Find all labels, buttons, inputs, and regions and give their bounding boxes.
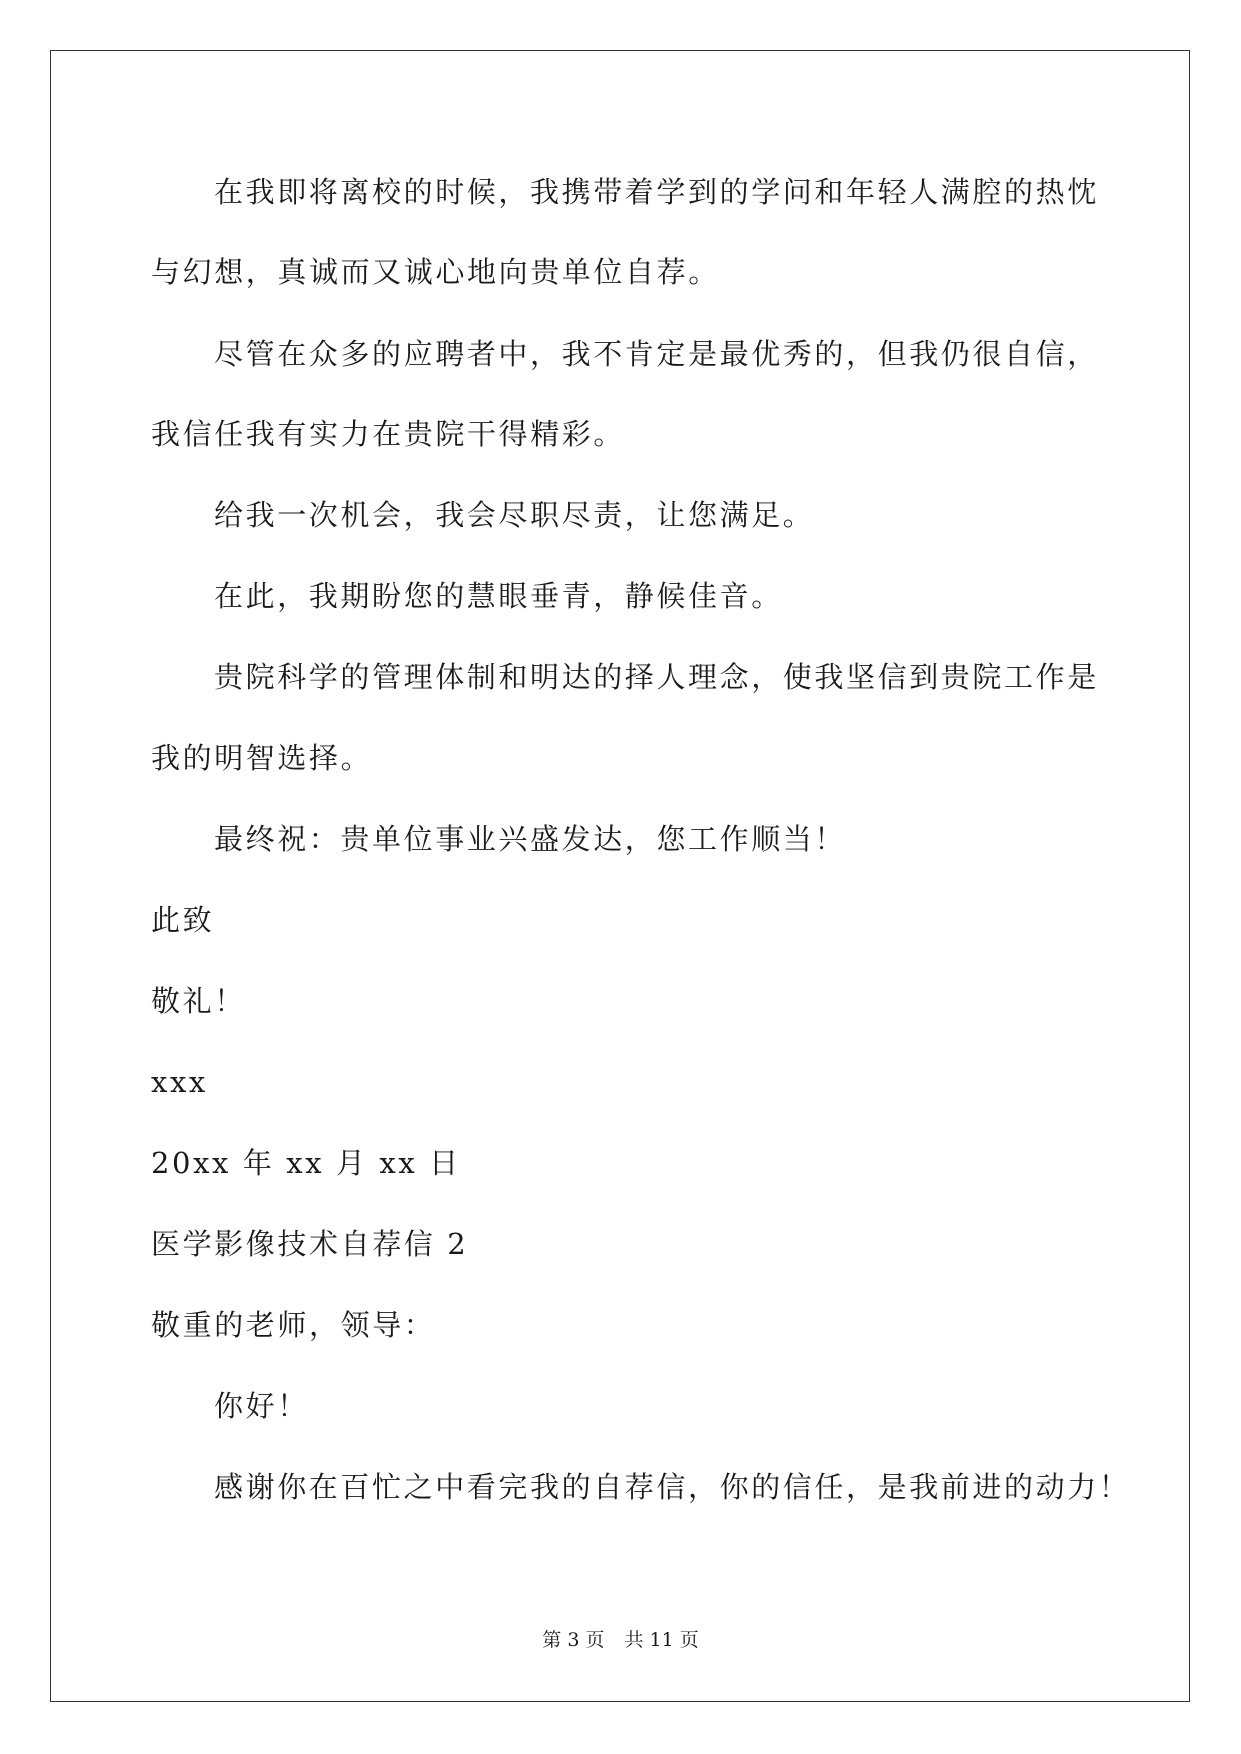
paragraph-line: 尽管在众多的应聘者中，我不肯定是最优秀的，但我仍很自信， — [214, 337, 1099, 371]
section-title: 医学影像技术自荐信 2 — [151, 1227, 469, 1261]
letter-hello: 你好！ — [214, 1389, 309, 1423]
paragraph-line: 给我一次机会，我会尽职尽责，让您满足。 — [214, 498, 815, 532]
closing-wish: 最终祝：贵单位事业兴盛发达，您工作顺当！ — [214, 822, 847, 856]
total-pages-label: 共 11 页 — [624, 1629, 699, 1651]
page-frame — [50, 50, 1190, 1702]
salutation-regards: 敬礼！ — [151, 984, 246, 1018]
paragraph-line: 我信任我有实力在贵院干得精彩。 — [151, 417, 626, 451]
letter-greeting: 敬重的老师，领导： — [151, 1308, 436, 1342]
page-footer — [0, 1628, 1241, 1652]
signature-name: xxx — [151, 1065, 208, 1099]
paragraph-line: 与幻想，真诚而又诚心地向贵单位自荐。 — [151, 255, 720, 289]
paragraph-line: 我的明智选择。 — [151, 741, 373, 775]
paragraph-line: 在此，我期盼您的慧眼垂青，静候佳音。 — [214, 579, 783, 613]
paragraph-line: 在我即将离校的时候，我携带着学到的学问和年轻人满腔的热忱 — [214, 175, 1099, 209]
salutation-closing: 此致 — [151, 903, 215, 937]
signature-date: 20xx 年 xx 月 xx 日 — [151, 1146, 461, 1180]
paragraph-line: 贵院科学的管理体制和明达的择人理念，使我坚信到贵院工作是 — [214, 660, 1099, 694]
paragraph-line: 感谢你在百忙之中看完我的自荐信，你的信任，是我前进的动力！ — [214, 1470, 1131, 1504]
current-page-label: 第 3 页 — [542, 1629, 605, 1651]
